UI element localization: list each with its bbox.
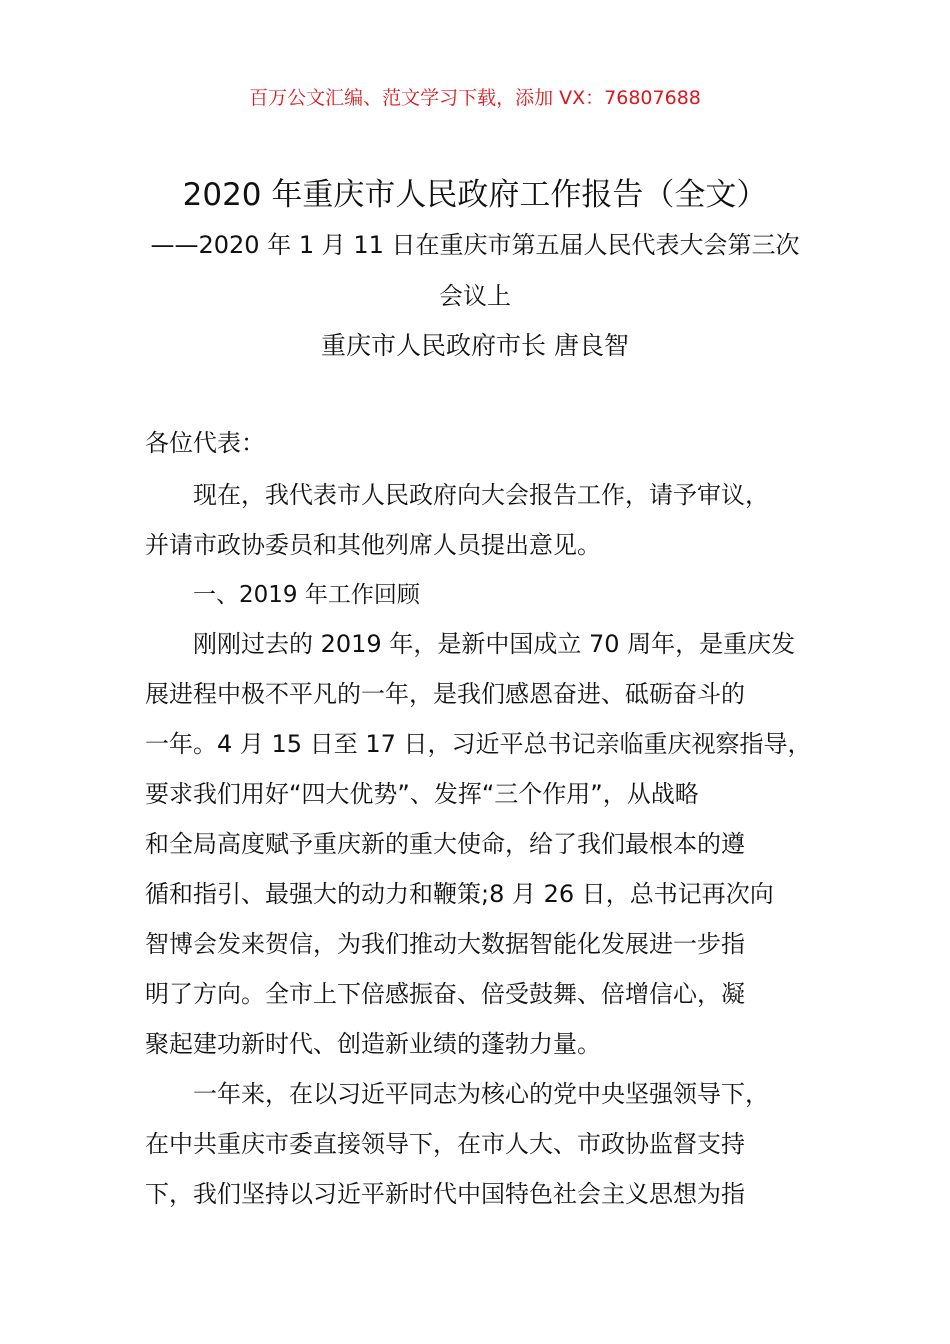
page-title: 2020 年重庆市人民政府工作报告（全文） [182,177,768,213]
paragraph-line: 并请市政协委员和其他列席人员提出意见。 [145,531,601,559]
paragraph-line: 要求我们用好“四大优势”、发挥“三个作用”，从战略 [145,780,699,808]
paragraph-line: 下，我们坚持以习近平新时代中国特色社会主义思想为指 [145,1180,745,1208]
download-banner: 百万公文汇编、范文学习下载，添加 VX：76807688 [249,87,701,109]
paragraph-line: 明了方向。全市上下倍感振奋、倍受鼓舞、倍增信心，凝 [145,980,745,1008]
author-line: 重庆市人民政府市长 唐良智 [321,331,629,360]
paragraph-line: 刚刚过去的 2019 年，是新中国成立 70 周年，是重庆发 [193,630,796,658]
paragraph-line: 一年。4 月 15 日至 17 日，习近平总书记亲临重庆视察指导， [145,730,812,758]
paragraph-line: 展进程中极不平凡的一年，是我们感恩奋进、砥砺奋斗的 [145,680,745,708]
subtitle-line-2: 会议上 [439,282,511,310]
paragraph-line: 现在，我代表市人民政府向大会报告工作，请予审议， [193,481,769,509]
salutation: 各位代表： [145,429,265,457]
paragraph-line: 聚起建功新时代、创造新业绩的蓬勃力量。 [145,1030,601,1058]
paragraph-line: 一年来，在以习近平同志为核心的党中央坚强领导下， [193,1080,769,1108]
report-body [145,423,835,1223]
section-heading: 一、2019 年工作回顾 [193,582,420,608]
subtitle-line-1: ——2020 年 1 月 11 日在重庆市第五届人民代表大会第三次 [150,231,800,259]
paragraph-line: 智博会发来贺信，为我们推动大数据智能化发展进一步指 [145,930,745,958]
paragraph-line: 和全局高度赋予重庆新的重大使命，给了我们最根本的遵 [145,830,745,858]
paragraph-line: 在中共重庆市委直接领导下，在市人大、市政协监督支持 [145,1130,745,1158]
paragraph-line: 循和指引、最强大的动力和鞭策;8 月 26 日，总书记再次向 [145,880,774,908]
